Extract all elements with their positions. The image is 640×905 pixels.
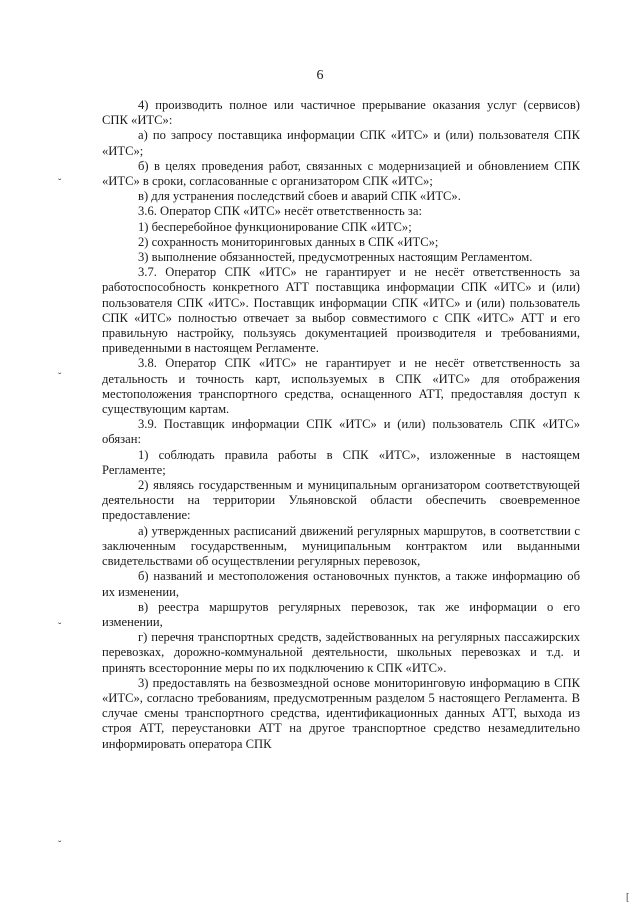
paragraph: 2) являясь государственным и муниципальным организатором соответствующей деятельности на территории Ульяновской области обеспечить своевременное предоставление:: [102, 478, 580, 523]
paragraph: 2) сохранность мониторинговых данных в СПК «ИТС»;: [138, 234, 439, 249]
paragraph: в) для устранения последствий сбоев и аварий СПК «ИТС».: [138, 189, 461, 204]
paragraph: в) реестра маршрутов регулярных перевозок, так же информации о его изменении,: [102, 599, 580, 629]
paragraph: 4) производить полное или частичное прерывание оказания услуг (сервисов) СПК «ИТС»:: [102, 98, 580, 128]
paragraph: 3) выполнение обязанностей, предусмотренных настоящим Регламентом.: [138, 250, 533, 265]
margin-mark: ˇ: [58, 372, 62, 383]
paragraph: 3.9. Поставщик информации СПК «ИТС» и (или) пользователь СПК «ИТС» обязан:: [102, 417, 580, 447]
paragraph: а) утвержденных расписаний движений регулярных маршрутов, в соответствии с заключенным государственным, муниципальным контрактом или выданными свидетельствами об осуществлении регулярных перевозок,: [102, 523, 580, 569]
paragraph: 3.6. Оператор СПК «ИТС» несёт ответственность за:: [138, 204, 422, 219]
document-body: [102, 98, 580, 752]
paragraph: 1) соблюдать правила работы в СПК «ИТС», изложенные в настоящем Регламенте;: [102, 447, 580, 477]
paragraph: 3) предоставлять на безвозмездной основе мониторинговую информацию в СПК «ИТС», согласно требованиям, предусмотренным разделом 5 настоящего Регламента. В случае смены транспортного средства, идентификационных данных АТТ, выхода из строя АТТ, переустановки АТТ на другое транспортное средство незамедлительно информировать оператора СПК: [102, 675, 580, 751]
paragraph: б) названий и местоположения остановочных пунктов, а также информацию об их изменении,: [102, 569, 580, 599]
paragraph: 3.7. Оператор СПК «ИТС» не гарантирует и не несёт ответственность за работоспособность конкретного АТТ поставщика информации СПК «ИТС» и (или) пользователя СПК «ИТС». Поставщик информации СПК «ИТС» и (или) пользователь СПК «ИТС» полностью отвечает за выбор совместимого с СПК «ИТС» АТТ и его правильную настройку, пользуясь документацией производителя и требованиями, приведенными в настоящем Регламенте.: [102, 265, 580, 356]
paragraph: г) перечня транспортных средств, задействованных на регулярных пассажирских перевозках, дорожно-коммунальной деятельности, школьных перевозках и т.д. и принять всесторонние меры по их подключению к СПК «ИТС».: [102, 630, 580, 675]
paragraph: 3.8. Оператор СПК «ИТС» не гарантирует и не несёт ответственность за детальность и точность карт, используемых в СПК «ИТС» для отображения местоположения транспортного средства, оснащенного АТТ, предоставляя доступ к существующим картам.: [102, 356, 580, 417]
margin-mark: [: [626, 892, 630, 903]
page-number: 6: [316, 68, 324, 83]
margin-mark: ˇ: [58, 840, 62, 851]
margin-mark: ˇ: [58, 178, 62, 189]
paragraph: б) в целях проведения работ, связанных с модернизацией и обновлением СПК «ИТС» в сроки, согласованные с организатором СПК «ИТС»;: [102, 158, 580, 189]
margin-mark: ˇ: [58, 622, 62, 633]
paragraph: а) по запросу поставщика информации СПК «ИТС» и (или) пользователя СПК «ИТС»;: [102, 128, 580, 158]
paragraph: 1) бесперебойное функционирование СПК «ИТС»;: [138, 219, 412, 234]
